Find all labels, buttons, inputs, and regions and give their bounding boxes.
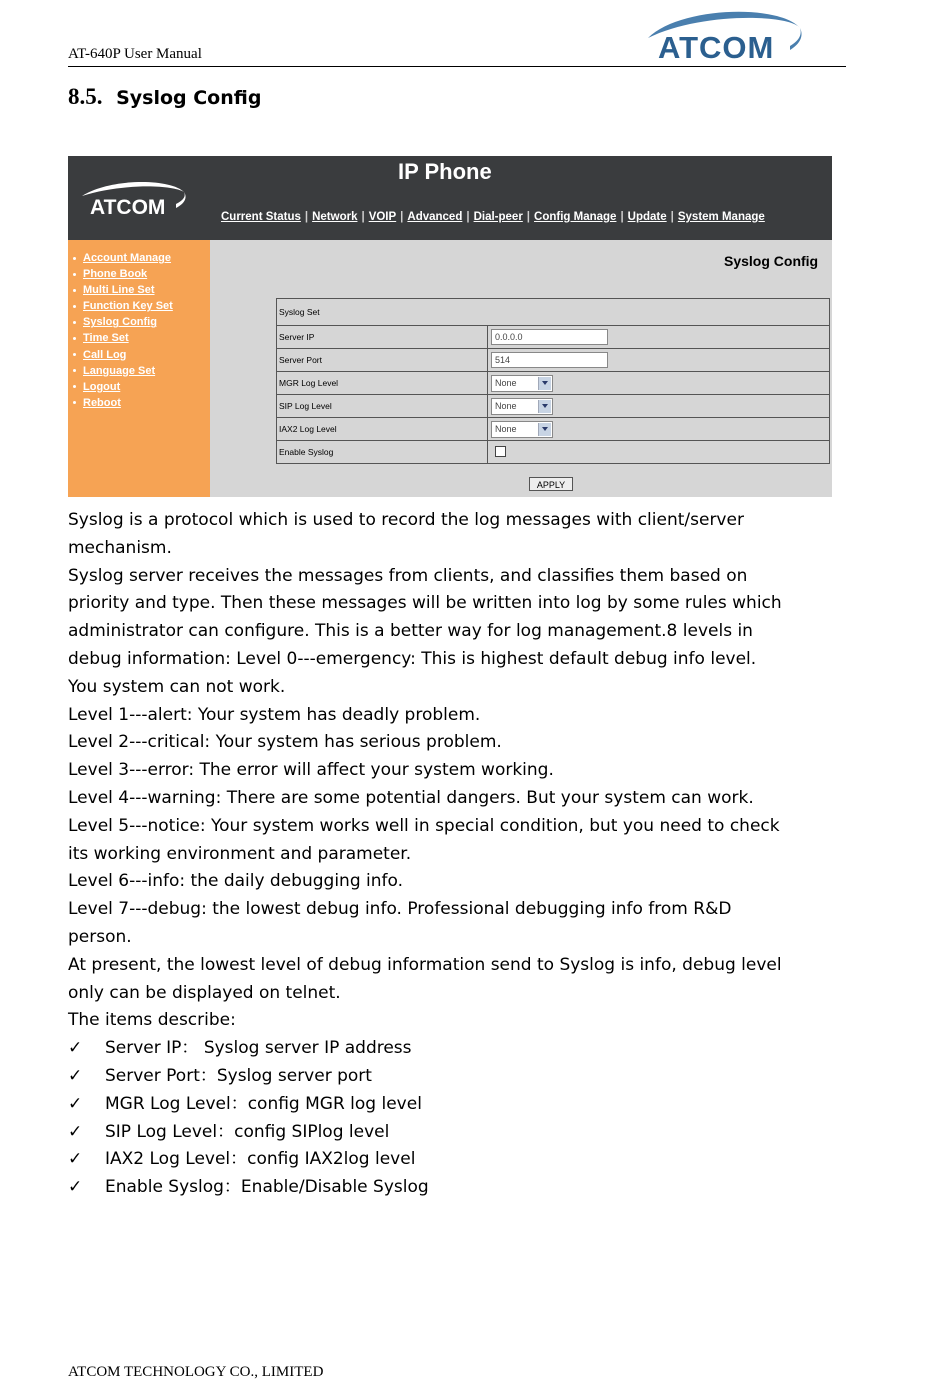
body-line: Level 6---info: the daily debugging info.	[68, 871, 404, 892]
sidebar	[68, 240, 210, 497]
server-ip-input[interactable]: 0.0.0.0	[491, 329, 608, 345]
sidebar-item-account-manage[interactable]	[73, 252, 173, 268]
sidebar-item-label: Phone Book	[83, 268, 148, 281]
body-line: The items describe:	[68, 1010, 236, 1031]
header-rule	[68, 66, 846, 67]
app-title: IP Phone	[398, 159, 492, 184]
column-divider	[487, 349, 488, 371]
select-value: None	[495, 401, 517, 411]
top-bar	[68, 156, 832, 240]
sidebar-item-logout[interactable]	[73, 381, 173, 397]
list-item-text: MGR Log Level：config MGR log level	[105, 1093, 422, 1114]
nav-voip[interactable]: VOIP	[368, 211, 397, 223]
sidebar-item-reboot[interactable]	[73, 397, 173, 413]
nav-separator: |	[361, 211, 365, 223]
mgr-log-level-select[interactable]	[491, 375, 553, 392]
iax2-log-level-label: IAX2 Log Level	[279, 424, 337, 434]
sidebar-item-syslog-config[interactable]	[73, 316, 173, 332]
sidebar-item-function-key-set[interactable]	[73, 300, 173, 316]
nav-update[interactable]: Update	[627, 211, 667, 223]
top-nav	[221, 211, 765, 223]
bullet-icon	[73, 321, 76, 324]
list-item-text: Enable Syslog：Enable/Disable Syslog	[105, 1177, 429, 1198]
body-line: administrator can configure. This is a better way for log management.8 levels in	[68, 621, 753, 642]
table-row-enable-syslog	[277, 440, 829, 463]
checkmark-icon: ✓	[68, 1038, 83, 1059]
chevron-down-icon[interactable]	[538, 400, 551, 413]
body-line: At present, the lowest level of debug information send to Syslog is info, debug level	[68, 954, 782, 975]
chevron-down-icon[interactable]	[538, 423, 551, 436]
list-item-text: SIP Log Level：config SIPlog level	[105, 1121, 390, 1142]
sidebar-item-language-set[interactable]	[73, 365, 173, 381]
sidebar-item-label: Account Manage	[83, 252, 172, 264]
checkmark-icon: ✓	[68, 1149, 83, 1170]
sidebar-item-label: Call Log	[83, 348, 127, 361]
ip-phone-logo	[80, 180, 190, 220]
column-divider	[487, 418, 488, 440]
section-title: Syslog Config	[116, 87, 262, 109]
nav-separator: |	[466, 211, 470, 223]
sidebar-item-multi-line-set[interactable]	[73, 284, 173, 300]
manual-title: AT-640P User Manual	[68, 46, 202, 62]
list-item	[68, 1146, 868, 1174]
sidebar-item-call-log[interactable]	[73, 349, 173, 365]
chevron-down-icon[interactable]	[538, 377, 551, 390]
table-row-iax2-log-level	[277, 417, 829, 440]
body-line: Syslog is a protocol which is used to record the log messages with client/server	[68, 510, 744, 530]
body-line: Level 3---error: The error will affect your system working.	[68, 760, 554, 781]
enable-syslog-label: Enable Syslog	[279, 447, 334, 457]
table-heading-row	[277, 299, 829, 325]
list-item-text: Server IP： Syslog server IP address	[105, 1038, 412, 1059]
bullet-icon	[73, 305, 76, 308]
checkmark-icon: ✓	[68, 1093, 83, 1114]
sidebar-item-label: Multi Line Set	[83, 284, 155, 297]
nav-current-status[interactable]: Current Status	[221, 211, 301, 223]
table-heading: Syslog Set	[279, 307, 320, 317]
list-item	[68, 1174, 868, 1202]
sidebar-item-label: Language Set	[83, 364, 156, 377]
checkmark-icon: ✓	[68, 1121, 83, 1142]
mgr-log-level-label: MGR Log Level	[279, 378, 339, 388]
column-divider	[487, 372, 488, 394]
bullet-icon	[73, 385, 76, 388]
sip-log-level-label: SIP Log Level	[279, 401, 332, 411]
bullet-icon	[73, 369, 76, 372]
bullet-icon	[73, 401, 76, 404]
server-port-input[interactable]: 514	[491, 352, 608, 368]
sidebar-list	[73, 252, 173, 413]
nav-dial-peer[interactable]: Dial-peer	[473, 211, 523, 223]
sidebar-item-label: Reboot	[83, 396, 121, 409]
body-line: mechanism.	[68, 537, 172, 558]
sidebar-item-label: Time Set	[83, 332, 129, 345]
atcom-logo	[640, 6, 810, 66]
section-heading	[68, 84, 261, 110]
body-text	[68, 507, 868, 1202]
body-line: Level 5---notice: Your system works well in special condition, but you need to check	[68, 815, 780, 836]
bullet-icon	[73, 337, 76, 340]
sidebar-item-label: Function Key Set	[83, 300, 173, 313]
body-line: Level 2---critical: Your system has serious problem.	[68, 732, 502, 753]
body-line: person.	[68, 926, 132, 947]
body-line: You system can not work.	[68, 676, 286, 697]
item-list	[68, 1035, 868, 1202]
list-item	[68, 1119, 868, 1147]
list-item-text: IAX2 Log Level：config IAX2log level	[105, 1149, 416, 1170]
nav-separator: |	[670, 211, 674, 223]
table-row-mgr-log-level	[277, 371, 829, 394]
syslog-settings-table	[276, 298, 830, 464]
list-item	[68, 1035, 868, 1063]
logo-text: ATCOM	[658, 30, 775, 65]
list-item	[68, 1091, 868, 1119]
body-line: Syslog server receives the messages from clients, and classifies them based on	[68, 565, 748, 586]
sidebar-item-time-set[interactable]	[73, 332, 173, 348]
body-line: its working environment and parameter.	[68, 843, 412, 864]
list-item	[68, 1063, 868, 1091]
section-number: 8.5.	[68, 84, 103, 109]
column-divider	[487, 395, 488, 417]
nav-separator: |	[526, 211, 531, 223]
select-value: None	[495, 378, 517, 388]
sidebar-item-phone-book[interactable]	[73, 268, 173, 284]
nav-separator: |	[400, 211, 404, 223]
footer-company: ATCOM TECHNOLOGY CO., LIMITED	[68, 1364, 324, 1380]
bullet-icon	[73, 289, 76, 292]
server-ip-label: Server IP	[279, 332, 315, 342]
nav-network[interactable]: Network	[312, 211, 358, 223]
nav-system-manage[interactable]: System Manage	[677, 211, 765, 223]
table-row-server-ip	[277, 325, 829, 348]
body-line: Level 4---warning: There are some potential dangers. But your system can work.	[68, 787, 754, 808]
bullet-icon	[73, 257, 76, 260]
select-value: None	[495, 424, 517, 434]
column-divider	[487, 441, 488, 463]
body-line: only can be displayed on telnet.	[68, 982, 341, 1003]
sip-log-level-select[interactable]	[491, 398, 553, 415]
column-divider	[487, 326, 488, 348]
checkmark-icon: ✓	[68, 1177, 83, 1198]
bullet-icon	[73, 353, 76, 356]
page-title: Syslog Config	[724, 253, 819, 269]
sidebar-item-label: Syslog Config	[83, 316, 157, 329]
checkmark-icon: ✓	[68, 1065, 83, 1086]
nav-separator: |	[620, 211, 624, 223]
body-line: priority and type. Then these messages will be written into log by some rules which	[68, 593, 782, 614]
iax2-log-level-select[interactable]	[491, 421, 553, 438]
nav-advanced[interactable]: Advanced	[407, 211, 463, 223]
nav-separator: |	[304, 211, 309, 223]
enable-syslog-checkbox[interactable]	[495, 446, 506, 457]
ip-phone-logo-text: ATCOM	[90, 196, 166, 219]
nav-config-manage[interactable]: Config Manage	[534, 211, 617, 223]
server-port-label: Server Port	[279, 355, 322, 365]
table-row-sip-log-level	[277, 394, 829, 417]
ip-phone-screenshot	[68, 156, 832, 497]
body-line: Level 7---debug: the lowest debug info. Professional debugging info from R&D	[68, 899, 732, 920]
table-row-server-port	[277, 348, 829, 371]
body-line: Level 1---alert: Your system has deadly problem.	[68, 704, 481, 725]
body-line: debug information: Level 0---emergency: This is highest default debug info level.	[68, 648, 757, 669]
bullet-icon	[73, 273, 76, 276]
sidebar-item-label: Logout	[83, 380, 121, 393]
list-item-text: Server Port：Syslog server port	[105, 1065, 372, 1086]
apply-button[interactable]: APPLY	[529, 477, 573, 491]
